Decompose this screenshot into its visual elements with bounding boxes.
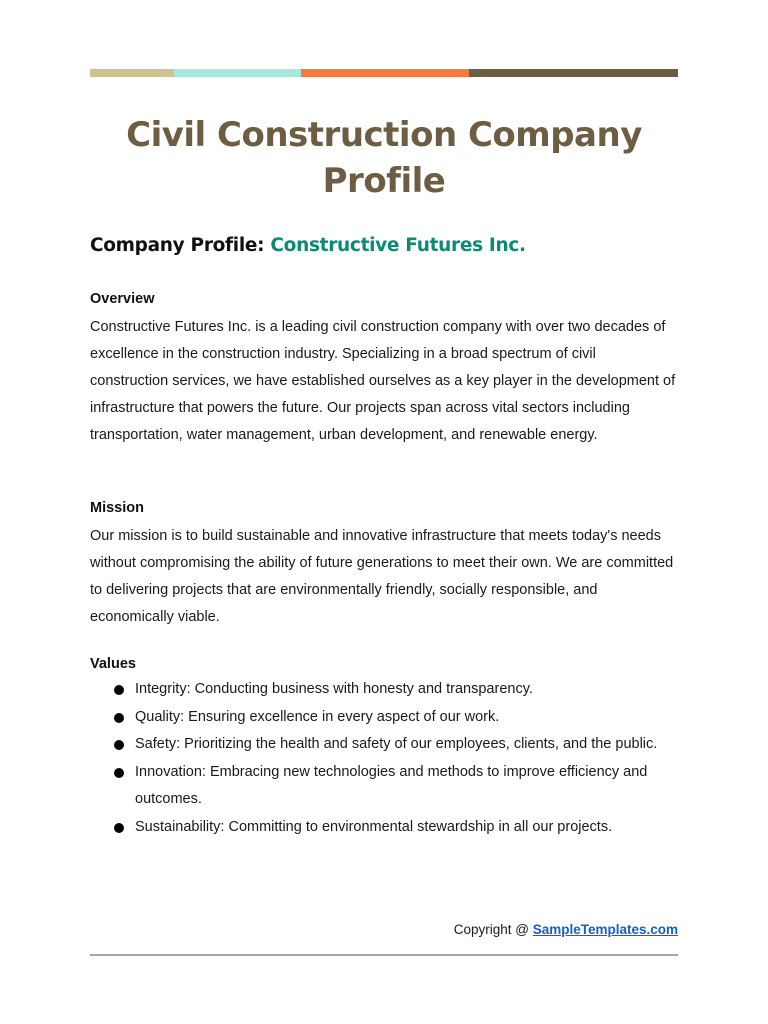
overview-section: [90, 289, 678, 449]
footer-copyright: [454, 921, 678, 939]
values-heading: Values: [90, 656, 136, 672]
company-profile-label: Company Profile:: [90, 235, 265, 256]
mission-body: Our mission is to build sustainable and innovative infrastructure that meets today's needs without compromising the ability of future generations to meet their own. We are committed to delivering projects that are environmentally friendly, socially responsible, and economically viable.: [90, 528, 674, 625]
color-bar-segment-brown: [469, 69, 678, 77]
color-bar-segment-orange: [301, 69, 469, 77]
color-bar-segment-mint: [174, 69, 301, 77]
overview-heading: Overview: [90, 291, 155, 307]
bullet-icon: [114, 740, 124, 750]
values-section: [90, 654, 678, 841]
values-item-text: Innovation: Embracing new technologies and methods to improve efficiency and outcomes.: [135, 763, 648, 807]
values-list-item: [90, 759, 678, 814]
decorative-color-bar: [90, 69, 678, 77]
values-list-item: [90, 814, 678, 842]
bullet-icon: [114, 823, 124, 833]
values-list: [90, 676, 678, 841]
values-list-item: [90, 704, 678, 732]
values-item-text: Safety: Prioritizing the health and safety of our employees, clients, and the public.: [135, 736, 658, 752]
footer-divider: [90, 954, 678, 956]
values-list-item: [90, 731, 678, 759]
document-title: Civil Construction Company Profile: [126, 115, 642, 201]
values-item-text: Quality: Ensuring excellence in every aspect of our work.: [135, 708, 500, 725]
values-list-item: [90, 676, 678, 704]
values-item-text: Sustainability: Committing to environmental stewardship in all our projects.: [135, 818, 613, 835]
mission-section: [90, 498, 678, 631]
color-bar-segment-tan: [90, 69, 174, 77]
mission-heading: Mission: [90, 500, 144, 516]
company-name: Constructive Futures Inc.: [270, 235, 526, 256]
overview-body: Constructive Futures Inc. is a leading civil construction company with over two decades of excellence in the construction industry. Specializing in a broad spectrum of civil construction services, we have established ourselves as a key player in the development of infrastructure that powers the future. Our projects span across vital sectors including transportation, water management, urban development, and renewable energy.: [90, 319, 676, 443]
company-profile-heading: [90, 232, 526, 260]
bullet-icon: [114, 685, 124, 695]
values-item-text: Integrity: Conducting business with honesty and transparency.: [135, 681, 533, 697]
bullet-icon: [114, 768, 124, 778]
bullet-icon: [114, 713, 124, 723]
sampletemplates-link[interactable]: SampleTemplates.com: [532, 922, 678, 937]
copyright-prefix: Copyright @: [453, 922, 533, 937]
